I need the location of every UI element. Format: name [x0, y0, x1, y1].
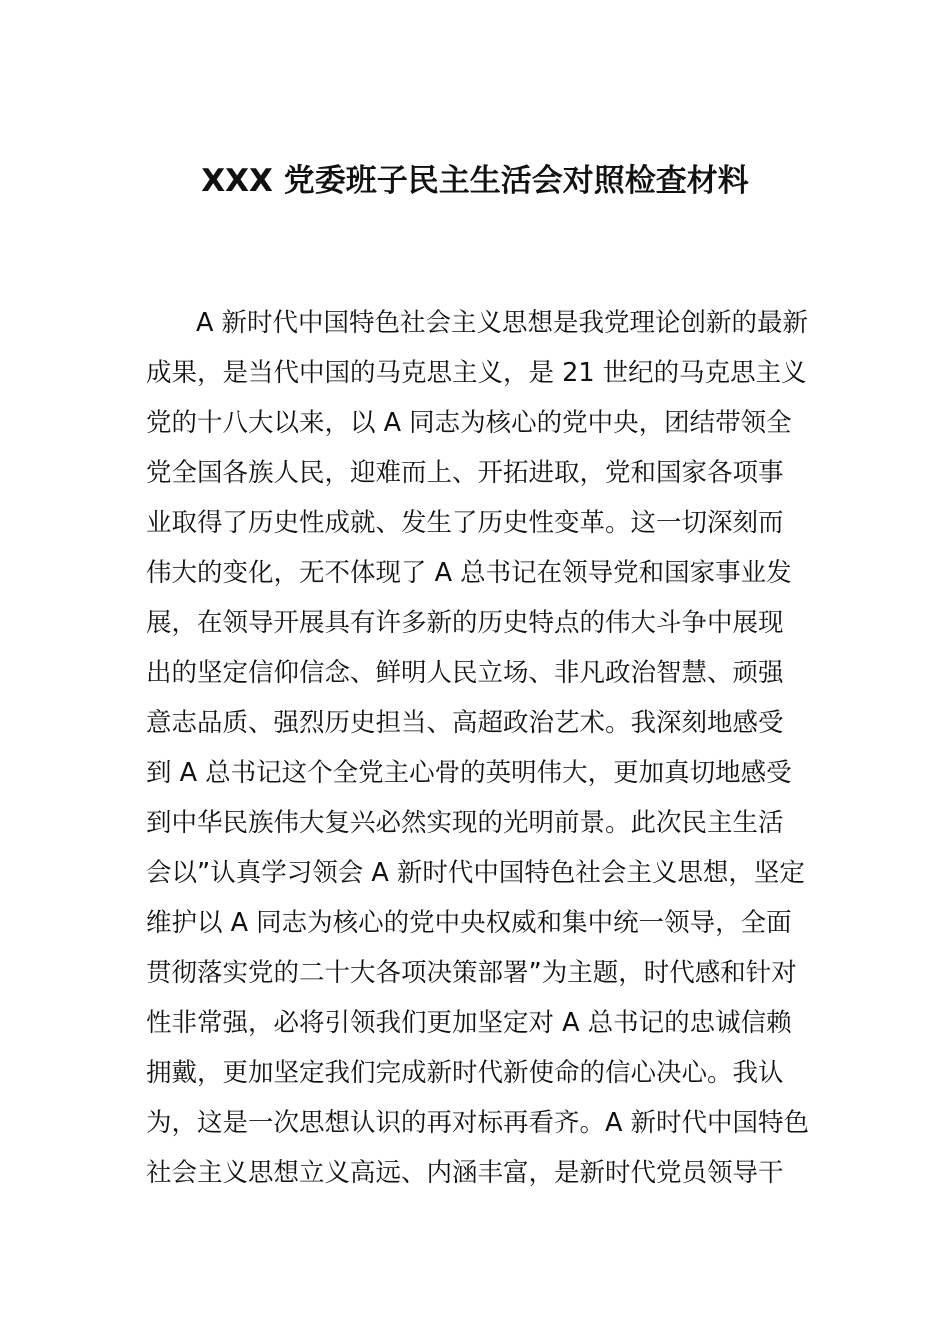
- text-line: 到 A 总书记这个全党主心骨的英明伟大，更加真切地感受: [146, 758, 792, 788]
- text-line: 意志品质、强烈历史担当、高超政治艺术。我深刻地感受: [146, 708, 784, 738]
- text-line: 社会主义思想立义高远、内涵丰富，是新时代党员领导干: [146, 1158, 784, 1188]
- text-line: 党的十八大以来，以 A 同志为核心的党中央，团结带领全: [146, 408, 792, 438]
- text-line: 伟大的变化，无不体现了 A 总书记在领导党和国家事业发: [146, 558, 792, 588]
- text-line: 业取得了历史性成就、发生了历史性变革。这一切深刻而: [146, 508, 784, 538]
- text-line: A 新时代中国特色社会主义思想是我党理论创新的最新: [196, 308, 809, 338]
- document-title: XXX 党委班子民主生活会对照检查材料: [201, 163, 749, 199]
- text-line: 贯彻落实党的二十大各项决策部署”为主题，时代感和针对: [146, 958, 797, 988]
- body-paragraph: [146, 298, 816, 1198]
- text-line: 出的坚定信仰信念、鲜明人民立场、非凡政治智慧、顽强: [146, 658, 784, 688]
- text-line: 党全国各族人民，迎难而上、开拓进取，党和国家各项事: [146, 458, 784, 488]
- text-line: 性非常强，必将引领我们更加坚定对 A 总书记的忠诚信赖: [146, 1008, 792, 1038]
- text-line: 拥戴，更加坚定我们完成新时代新使命的信心决心。我认: [146, 1058, 784, 1088]
- text-line: 会以”认真学习领会 A 新时代中国特色社会主义思想，坚定: [146, 858, 805, 888]
- text-line: 成果，是当代中国的马克思主义，是 21 世纪的马克思主义: [146, 358, 807, 388]
- text-line: 到中华民族伟大复兴必然实现的光明前景。此次民主生活: [146, 808, 784, 838]
- text-line: 展，在领导开展具有许多新的历史特点的伟大斗争中展现: [146, 608, 784, 638]
- text-line: 维护以 A 同志为核心的党中央权威和集中统一领导，全面: [146, 908, 792, 938]
- text-line: 为，这是一次思想认识的再对标再看齐。A 新时代中国特色: [146, 1108, 810, 1138]
